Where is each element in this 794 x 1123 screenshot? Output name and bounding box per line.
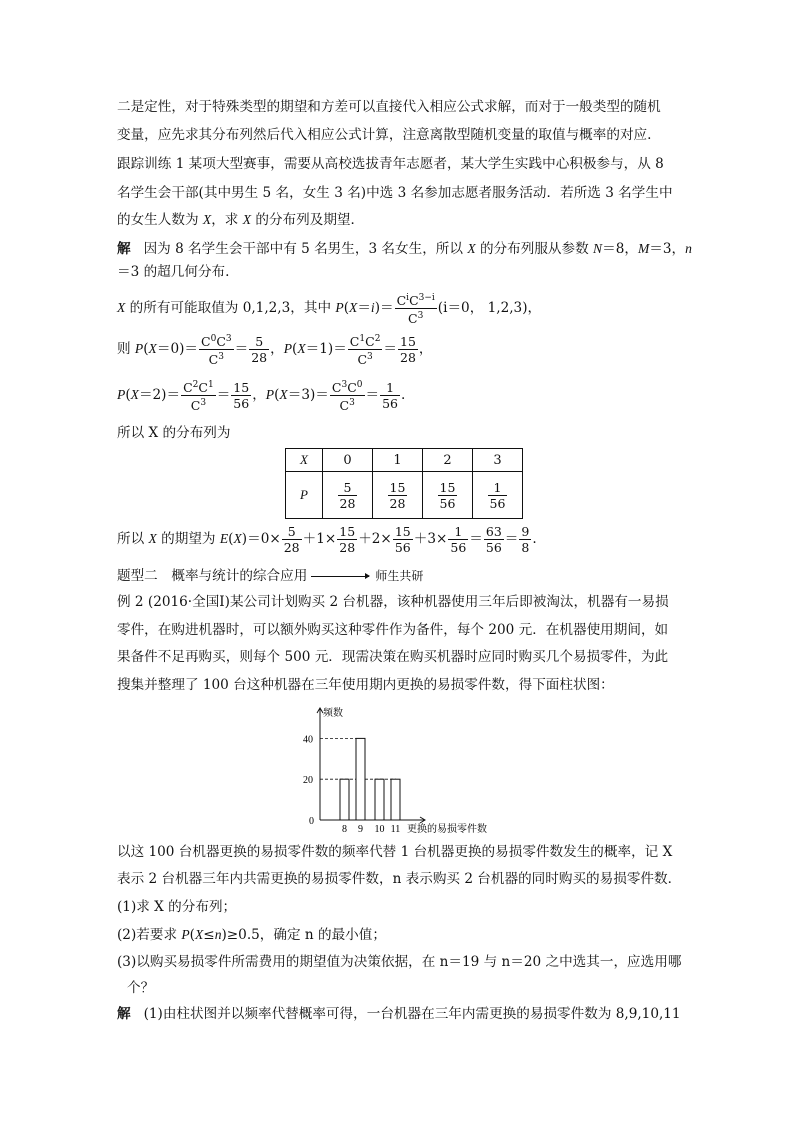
tick-label: 40 [303,734,313,746]
table-cell: P [286,472,323,519]
question-line: 个？ [127,980,155,996]
example-line: 零件，在购进机器时，可以额外购买这种零件作为备件，每个 200 元．在机器使用期间，如 [117,622,669,638]
solution-line: 解 (1)由柱状图并以频率代替概率可得，一台机器在三年内需更换的易损零件数为 8,9,10,11 [117,1006,681,1022]
table-cell: $\frac{1}{56}$ [473,472,523,519]
formula-line: 则 P(X＝0)＝ $\frac{C^0C^3}{C^3}$ ＝ $\frac{5}{28}$ ，P(X＝1)＝ $\frac{C^1C^2}{C^3}$ ＝ $\frac{15}{28}$ ， [117,334,433,368]
example-line: 以这 100 台机器更换的易损零件数的频率代替 1 台机器更换的易损零件数发生的概率，记 X [117,844,673,860]
formula-line: X 的所有可能取值为 0,1,2,3，其中 P(X＝i)＝ $\frac{C^iC^{3-i}}{C^3}$ (i＝0， 1,2,3)， [117,293,542,327]
table-cell: 3 [473,449,523,472]
section-header: 题型二 概率与统计的综合应用 师生共研 [117,568,424,584]
example-line: 例 2 (2016·全国Ⅰ)某公司计划购买 2 台机器，该种机器使用三年后即被淘汰，机器有一易损 [117,594,669,610]
exercise-line: 的女生人数为 X，求 X 的分布列及期望． [117,212,365,228]
tick-label: 20 [303,775,313,787]
bar [340,779,349,820]
exercise-line: 名学生会干部(其中男生 5 名，女生 3 名)中选 3 名参加志愿者服务活动．若所选 3 名学生中 [117,185,673,201]
text-line: 所以 X 的分布列为 [117,425,231,441]
table-cell: X [286,449,323,472]
table-cell: $\frac{15}{56}$ [423,472,473,519]
question-line: (3)以购买易损零件所需费用的期望值为决策依据，在 n＝19 与 n＝20 之中选其一，应选用哪 [117,954,682,970]
exercise-line: 跟踪训练 1 某项大型赛事，需要从高校选拔青年志愿者，某大学生实践中心积极参与，从 8 [117,156,664,172]
formula-line: 所以 X 的期望为 E(X)＝0× $\frac{5}{28}$ ＋1× $\frac{15}{28}$ ＋2× $\frac{15}{56}$ ＋3× $\frac{1}{56}$ ＝ $\frac{63}{56}$ ＝ $\frac{9}{8}$ . [117,524,537,555]
x-tick-label: 11 [390,824,401,835]
distribution-table [285,448,523,519]
x-tick-label: 8 [342,824,347,835]
table-row [286,449,523,472]
table-cell: 2 [423,449,473,472]
x-axis-label: 更换的易损零件数 [407,824,487,835]
bar [391,779,400,820]
solution-line: 解 因为 8 名学生会干部中有 5 名男生，3 名女生，所以 X 的分布列服从参数 N＝8，M＝3，n [117,241,692,257]
tick-label: 0 [309,816,314,827]
bar-chart [295,700,515,835]
text-line: 二是定性，对于特殊类型的期望和方差可以直接代入相应公式求解，而对于一般类型的随机 [117,99,661,115]
example-line: 果备件不足再购买，则每个 500 元．现需决策在购买机器时应同时购买几个易损零件，为此 [117,649,669,665]
solution-line: ＝3 的超几何分布. [117,264,230,280]
table-cell: $\frac{15}{28}$ [373,472,423,519]
arrow-icon [311,576,369,577]
bar [375,779,384,820]
formula-line: P(X＝2)＝ $\frac{C^2C^1}{C^3}$ ＝ $\frac{15}{56}$ ，P(X＝3)＝ $\frac{C^3C^0}{C^3}$ ＝ $\frac{1}{56}$ . [117,380,406,414]
table-cell: $\frac{5}{28}$ [323,472,373,519]
bar [356,738,365,820]
example-line: 表示 2 台机器三年内共需更换的易损零件数，n 表示购买 2 台机器的同时购买的易损零件数． [117,871,682,887]
table-cell: 0 [323,449,373,472]
question-line: (2)若要求 P(X≤n)≥0.5，确定 n 的最小值； [117,927,386,943]
x-tick-label: 9 [358,824,363,835]
text-line: 变量，应先求其分布列然后代入相应公式计算，注意离散型随机变量的取值与概率的对应. [117,127,652,143]
y-axis-label: 频数 [323,708,343,719]
example-line: 搜集并整理了 100 台这种机器在三年使用期内更换的易损零件数，得下面柱状图： [117,677,614,693]
table-row [286,472,523,519]
x-tick-label: 10 [374,824,385,835]
table-cell: 1 [373,449,423,472]
question-line: (1)求 X 的分布列； [117,899,237,915]
